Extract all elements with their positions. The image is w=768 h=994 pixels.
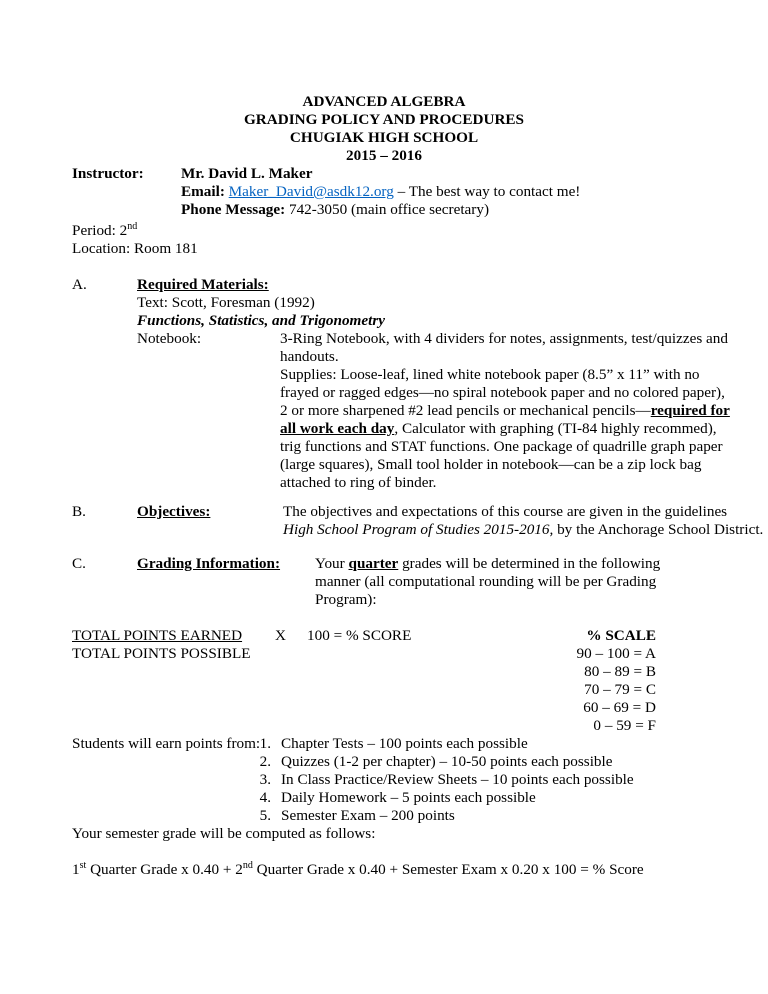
textbook-line: Text: Scott, Foresman (1992) <box>137 294 315 311</box>
list-item: 2. Quizzes (1-2 per chapter) – 10-50 points each possible <box>259 753 613 770</box>
scale-title: % SCALE <box>586 627 656 644</box>
instructor-label: Instructor: <box>72 165 144 182</box>
scale-row: 0 – 59 = F <box>593 717 656 734</box>
document-header <box>0 93 768 165</box>
section-b-title: Objectives: <box>137 503 211 520</box>
course-title: ADVANCED ALGEBRA <box>302 93 466 110</box>
phone-value: 742-3050 (main office secretary) <box>285 201 490 218</box>
section-a-letter: A. <box>72 276 87 293</box>
objectives-line-2: High School Program of Studies 2015-2016, by the Anchorage School District. <box>283 521 764 538</box>
points-intro: Students will earn points from: <box>72 735 261 752</box>
section-c-letter: C. <box>72 555 86 572</box>
list-item: 5. Semester Exam – 200 points <box>259 807 455 824</box>
list-item: 3. In Class Practice/Review Sheets – 10 points each possible <box>259 771 634 788</box>
policy-title: GRADING POLICY AND PROCEDURES <box>243 111 524 128</box>
list-item: 4. Daily Homework – 5 points each possible <box>259 789 536 806</box>
notebook-label: Notebook: <box>137 330 202 347</box>
percent-scale <box>577 627 656 735</box>
objectives-line-1: The objectives and expectations of this course are given in the guidelines <box>283 503 728 520</box>
scale-row: 80 – 89 = B <box>584 663 656 680</box>
location-line: Location: Room 181 <box>72 240 198 257</box>
school-year: 2015 – 2016 <box>346 147 422 164</box>
grading-para-line-1: Your quarter grades will be determined in the following <box>315 555 661 572</box>
materials-block: 3-Ring Notebook, with 4 dividers for notes, assignments, test/quizzes and handouts. Supplies: Loose-leaf, lined white notebook paper (8.5” x 11” with no frayed or ragged edges—no spiral notebook paper and no colored paper), 2 or more sharpened #2 lead pencils or mechanical pencils—required for all work each day, Calculator with graphing (TI-84 highly recommed), trig functions and STAT functions. One package of quadrille graph paper (large squares), Small tool holder in notebook—can be a zip lock bag attached to ring of binder. <box>280 330 730 491</box>
list-item: 1. Chapter Tests – 100 points each possible <box>259 735 528 752</box>
email-label: Email: <box>181 183 225 200</box>
email-line <box>181 183 580 201</box>
points-list <box>255 735 634 825</box>
phone-label: Phone Message: <box>181 201 286 218</box>
grading-para-line-2: manner (all computational rounding will be per Grading <box>315 573 657 590</box>
period-line: Period: 2nd <box>72 220 138 239</box>
semester-intro: Your semester grade will be computed as follows: <box>72 825 376 842</box>
section-a-title: Required Materials: <box>137 276 269 293</box>
email-note: – The best way to contact me! <box>393 183 581 200</box>
total-points-possible: TOTAL POINTS POSSIBLE <box>72 645 251 662</box>
grading-para-line-3: Program): <box>315 591 377 608</box>
total-points-earned: TOTAL POINTS EARNED <box>72 627 243 644</box>
section-b-letter: B. <box>72 503 86 520</box>
scale-row: 90 – 100 = A <box>576 645 656 662</box>
email-link[interactable]: Maker_David@asdk12.org <box>228 183 394 200</box>
scale-row: 70 – 79 = C <box>584 681 656 698</box>
scale-row: 60 – 69 = D <box>583 699 656 716</box>
semester-formula: 1st Quarter Grade x 0.40 + 2nd Quarter Grade x 0.40 + Semester Exam x 0.20 x 100 = % Score <box>72 859 644 878</box>
school-name: CHUGIAK HIGH SCHOOL <box>289 129 479 146</box>
section-c-title: Grading Information: <box>137 555 281 572</box>
instructor-name: Mr. David L. Maker <box>181 165 313 182</box>
percent-score-formula: 100 = % SCORE <box>307 627 412 644</box>
phone-line <box>181 201 489 219</box>
multiply-sign: X <box>275 627 286 644</box>
textbook-title: Functions, Statistics, and Trigonometry <box>137 312 385 329</box>
